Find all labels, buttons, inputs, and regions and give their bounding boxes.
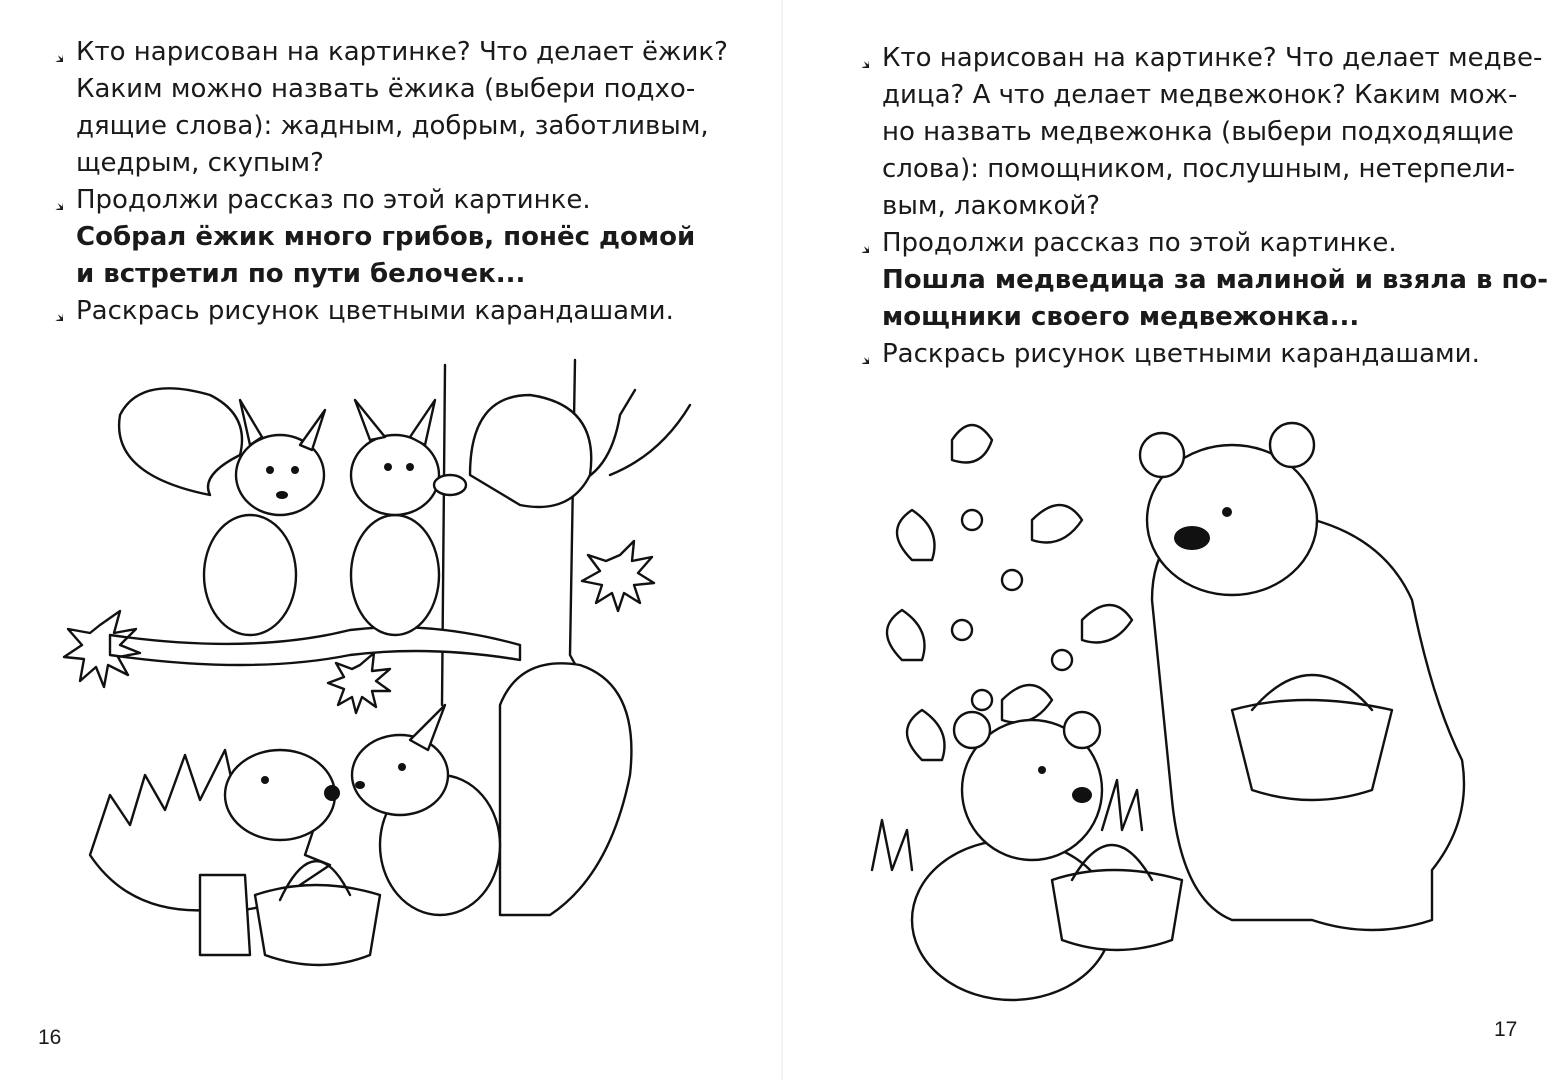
task-list-right	[852, 40, 1549, 373]
task-line: вым, лакомкой?	[882, 191, 1101, 221]
task-question-hedgehog	[46, 34, 736, 182]
task-line: Раскрась рисунок цветными карандашами.	[882, 339, 1480, 369]
task-continue-story	[852, 225, 1549, 336]
page-right	[782, 0, 1565, 1080]
starburst-bullet-icon	[852, 51, 869, 68]
task-line: слова): помощником, послушным, нетерпели-	[882, 154, 1516, 184]
starburst-bullet-icon	[46, 193, 63, 210]
page-left	[0, 0, 782, 1080]
task-line: Кто нарисован на картинке? Что делает ёжик?	[76, 37, 728, 67]
task-list-left	[46, 34, 736, 330]
task-line: но назвать медвежонка (выбери подходящие	[882, 117, 1514, 147]
starburst-bullet-icon	[852, 236, 869, 253]
story-start-line: мощники своего медвежонка...	[882, 302, 1360, 332]
task-line: Кто нарисован на картинке? Что делает медве-	[882, 43, 1543, 73]
task-line: Каким можно назвать ёжика (выбери подхо-	[76, 74, 696, 104]
task-line: Раскрась рисунок цветными карандашами.	[76, 296, 674, 326]
story-start-line: и встретил по пути белочек...	[76, 259, 526, 289]
task-line: дящие слова): жадным, добрым, заботливым,	[76, 111, 709, 141]
page-number: 16	[38, 1026, 62, 1049]
coloring-illustration-hedgehog-squirrels	[50, 355, 730, 1015]
page-number: 17	[1494, 1018, 1518, 1041]
task-line: Продолжи рассказ по этой картинке.	[76, 185, 591, 215]
task-continue-story	[46, 182, 736, 293]
task-line: дица? А что делает медвежонок? Каким мож-	[882, 80, 1518, 110]
story-start-line: Пошла медведица за малиной и взяла в по-	[882, 265, 1549, 295]
task-coloring	[852, 336, 1542, 373]
task-question-bears	[852, 40, 1542, 225]
starburst-bullet-icon	[852, 347, 869, 364]
story-start-line: Собрал ёжик много грибов, понёс домой	[76, 222, 696, 252]
task-coloring	[46, 293, 736, 330]
starburst-bullet-icon	[46, 304, 63, 321]
coloring-illustration-bears-raspberries	[852, 400, 1542, 1020]
starburst-bullet-icon	[46, 45, 63, 62]
task-line: Продолжи рассказ по этой картинке.	[882, 228, 1397, 258]
task-line: щедрым, скупым?	[76, 148, 324, 178]
